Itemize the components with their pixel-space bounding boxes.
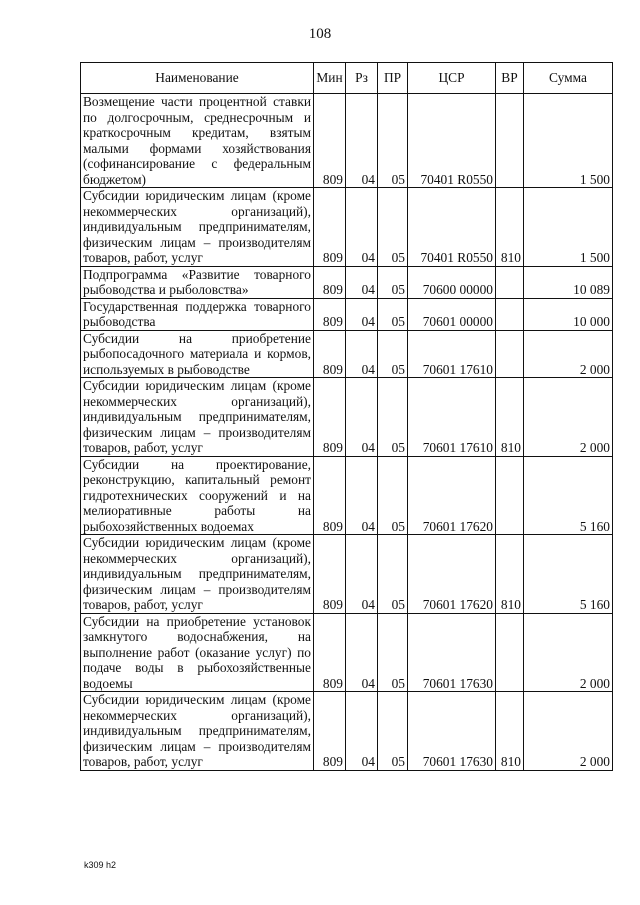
cell-rz: 04 xyxy=(346,330,378,378)
cell-rz: 04 xyxy=(346,266,378,298)
cell-name: Субсидии юридическим лицам (кроме некоммерческих организаций), индивидуальным предпринимателям, физическим лицам – производителям товаров, работ, услуг xyxy=(81,188,314,267)
cell-min: 809 xyxy=(314,94,346,188)
table-row xyxy=(81,330,613,378)
cell-rz: 04 xyxy=(346,94,378,188)
cell-pr: 05 xyxy=(378,692,408,771)
cell-rz: 04 xyxy=(346,298,378,330)
cell-vr xyxy=(496,613,524,692)
cell-name: Субсидии на проектирование, реконструкцию, капитальный ремонт гидротехнических сооружений и на мелиоративные работы на рыбохозяйственных водоемах xyxy=(81,456,314,535)
cell-vr: 810 xyxy=(496,692,524,771)
cell-vr xyxy=(496,456,524,535)
table-row xyxy=(81,456,613,535)
header-sum: Сумма xyxy=(524,63,613,94)
cell-csr: 70601 17620 xyxy=(408,456,496,535)
cell-sum: 2 000 xyxy=(524,692,613,771)
budget-table xyxy=(80,62,613,771)
cell-min: 809 xyxy=(314,330,346,378)
header-name: Наименование xyxy=(81,63,314,94)
cell-pr: 05 xyxy=(378,456,408,535)
table-row xyxy=(81,535,613,614)
cell-min: 809 xyxy=(314,266,346,298)
cell-name: Государственная поддержка товарного рыбоводства xyxy=(81,298,314,330)
header-rz: Рз xyxy=(346,63,378,94)
footer-code: k309 h2 xyxy=(84,860,117,870)
cell-vr xyxy=(496,298,524,330)
cell-sum: 2 000 xyxy=(524,613,613,692)
cell-name: Субсидии на приобретение рыбопосадочного материала и кормов, используемых в рыбоводстве xyxy=(81,330,314,378)
cell-rz: 04 xyxy=(346,188,378,267)
cell-name: Субсидии юридическим лицам (кроме некоммерческих организаций), индивидуальным предпринимателям, физическим лицам – производителям товаров, работ, услуг xyxy=(81,535,314,614)
cell-rz: 04 xyxy=(346,692,378,771)
cell-sum: 2 000 xyxy=(524,378,613,457)
table-row xyxy=(81,378,613,457)
cell-name: Субсидии юридическим лицам (кроме некоммерческих организаций), индивидуальным предпринимателям, физическим лицам – производителям товаров, работ, услуг xyxy=(81,692,314,771)
table-row xyxy=(81,266,613,298)
cell-pr: 05 xyxy=(378,378,408,457)
cell-csr: 70601 00000 xyxy=(408,298,496,330)
cell-rz: 04 xyxy=(346,613,378,692)
cell-vr: 810 xyxy=(496,378,524,457)
cell-rz: 04 xyxy=(346,378,378,457)
cell-pr: 05 xyxy=(378,298,408,330)
cell-csr: 70601 17620 xyxy=(408,535,496,614)
table-row xyxy=(81,298,613,330)
cell-vr xyxy=(496,94,524,188)
cell-sum: 1 500 xyxy=(524,188,613,267)
cell-min: 809 xyxy=(314,298,346,330)
cell-csr: 70401 R0550 xyxy=(408,188,496,267)
cell-csr: 70401 R0550 xyxy=(408,94,496,188)
cell-pr: 05 xyxy=(378,266,408,298)
cell-name: Возмещение части процентной ставки по долгосрочным, среднесрочным и краткосрочным кредитам, взятым малыми формами хозяйствования (софинансирование с федеральным бюджетом) xyxy=(81,94,314,188)
cell-name: Субсидии юридическим лицам (кроме некоммерческих организаций), индивидуальным предпринимателям, физическим лицам – производителям товаров, работ, услуг xyxy=(81,378,314,457)
table-row xyxy=(81,188,613,267)
cell-min: 809 xyxy=(314,535,346,614)
cell-min: 809 xyxy=(314,456,346,535)
cell-min: 809 xyxy=(314,188,346,267)
cell-min: 809 xyxy=(314,692,346,771)
cell-vr: 810 xyxy=(496,535,524,614)
cell-sum: 10 089 xyxy=(524,266,613,298)
cell-pr: 05 xyxy=(378,535,408,614)
cell-sum: 10 000 xyxy=(524,298,613,330)
header-min: Мин xyxy=(314,63,346,94)
cell-vr xyxy=(496,266,524,298)
table-row xyxy=(81,613,613,692)
cell-min: 809 xyxy=(314,378,346,457)
cell-name: Субсидии на приобретение установок замкнутого водоснабжения, на выполнение работ (оказание услуг) по подаче воды в рыбохозяйственные водоемы xyxy=(81,613,314,692)
cell-sum: 5 160 xyxy=(524,535,613,614)
cell-pr: 05 xyxy=(378,330,408,378)
table-row xyxy=(81,692,613,771)
cell-csr: 70601 17610 xyxy=(408,330,496,378)
cell-sum: 2 000 xyxy=(524,330,613,378)
header-pr: ПР xyxy=(378,63,408,94)
cell-pr: 05 xyxy=(378,613,408,692)
table-row xyxy=(81,94,613,188)
cell-pr: 05 xyxy=(378,94,408,188)
cell-rz: 04 xyxy=(346,456,378,535)
cell-min: 809 xyxy=(314,613,346,692)
cell-vr: 810 xyxy=(496,188,524,267)
cell-csr: 70600 00000 xyxy=(408,266,496,298)
page-number: 108 xyxy=(308,26,332,42)
cell-name: Подпрограмма «Развитие товарного рыбоводства и рыболовства» xyxy=(81,266,314,298)
cell-pr: 05 xyxy=(378,188,408,267)
cell-csr: 70601 17610 xyxy=(408,378,496,457)
header-vr: ВР xyxy=(496,63,524,94)
cell-csr: 70601 17630 xyxy=(408,692,496,771)
header-row xyxy=(81,63,613,94)
cell-sum: 1 500 xyxy=(524,94,613,188)
cell-csr: 70601 17630 xyxy=(408,613,496,692)
cell-rz: 04 xyxy=(346,535,378,614)
cell-vr xyxy=(496,330,524,378)
header-csr: ЦСР xyxy=(408,63,496,94)
cell-sum: 5 160 xyxy=(524,456,613,535)
